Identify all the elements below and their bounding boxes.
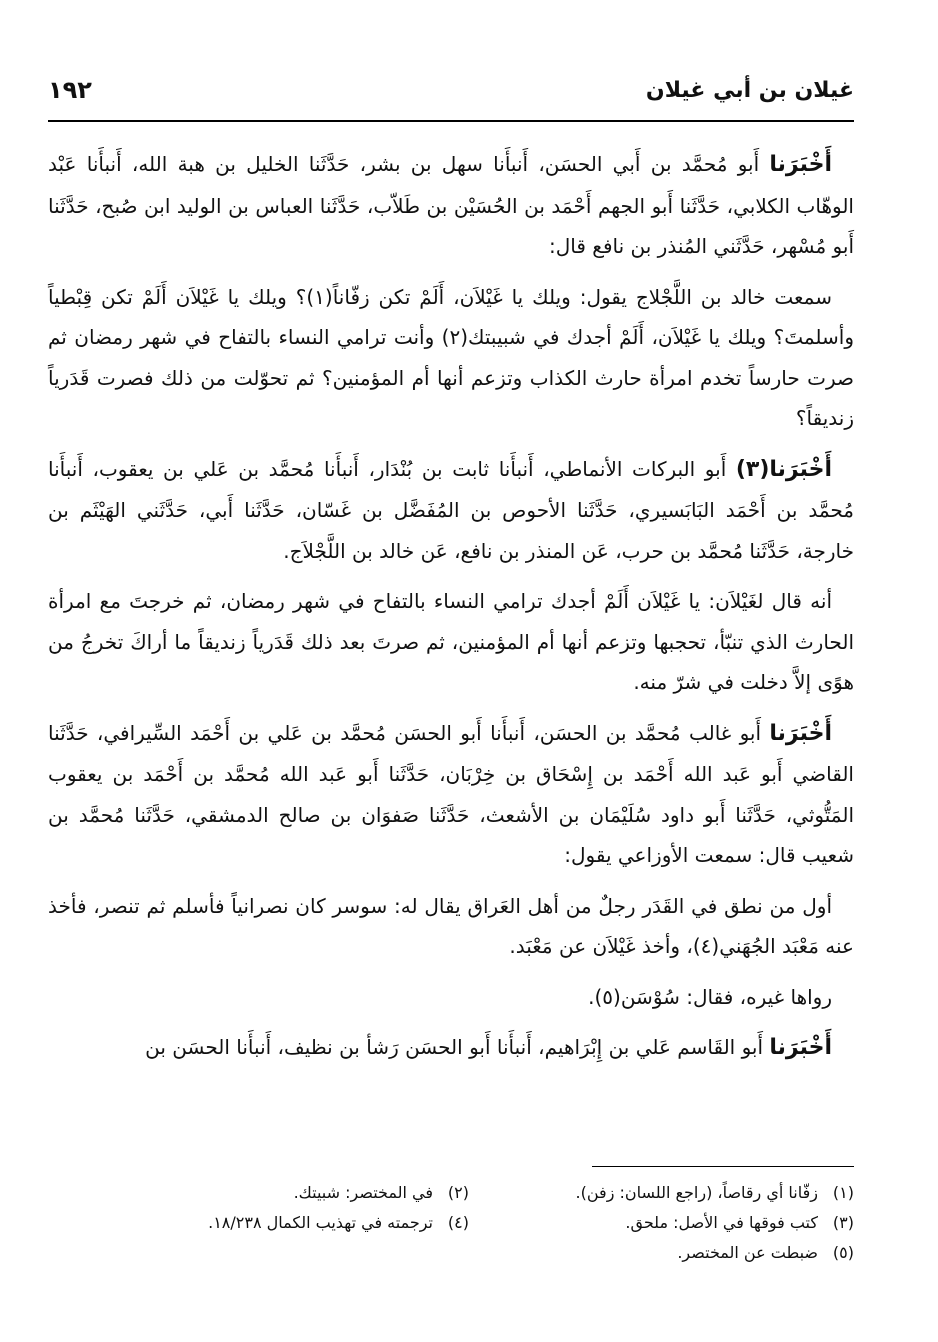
footnote-3 [469,1208,854,1238]
paragraph-text: سمعت خالد بن اللَّجْلاج يقول: ويلك يا غَيْلاَن، أَلَمْ تكن زفّاناً(١)؟ ويلك يا غَيْلاَن أَلَمْ تكن قِبْطياً وأسلمتَ؟ ويلك يا غَيْلاَن، أَلَمْ أجدك في شبيبتك(٢) وأنت ترامي النساء بالتفاح في شهر رمضان ثم صرت حارساً تخدم امرأة حارث الكذاب وتزعم أنها أم المؤمنين؟ ثم تحوّلت من ذلك فصرت قَدَرياً زنديقاً؟ [48,284,854,430]
footnote-number: (٥) [832,1243,854,1262]
paragraph-6 [48,886,854,967]
paragraph-3 [48,449,854,572]
footnote-number: (١) [832,1183,854,1202]
footnote-number: (٢) [447,1183,469,1202]
footnote-text: ضبطت عن المختصر. [677,1243,818,1262]
footnote-text: ترجمته في تهذيب الكمال ١٨/٢٣٨. [208,1213,433,1232]
footnotes [84,1178,854,1268]
paragraph-7 [48,977,854,1018]
paragraph-1 [48,144,854,267]
paragraph-lead: أَخْبَرَنا [769,152,832,177]
page-number: ١٩٢ [48,76,92,104]
paragraph-text: أَبو البركات الأنماطي، أَنبأَنا ثابت بن بُنْدَار، أَنبأَنا مُحمَّد بن عَلي بن يعقوب، أَنبأَنا مُحمَّد بن أَحْمَد البَابَسيري، حَدَّثَنا الأحوص بن المُفَضَّل بن غَسّان، حَدَّثَنا أَبي، حَدَّثَني الهَيْثَم بن خارجة، حَدَّثَنا مُحمَّد بن حرب، عَن المنذر بن نافع، عَن خالد بن اللَّجْلاَج. [48,456,854,563]
paragraph-lead: أَخْبَرَنا(٣) [735,456,832,482]
paragraph-text: أَبو غالب مُحمَّد بن الحسَن، أَنبأَنا أَبو الحسَن مُحمَّد بن عَلي بن أَحْمَد السِّيرافي، حَدَّثَنا القاضي أَبو عَبد الله أَحْمَد بن إِسْحَاق بن خِرْبَان، حَدَّثَنا أَبو عَبد الله مُحمَّد بن أَحْمَد بن يعقوب المَتُّوثي، حَدَّثَنا أَبو داود سُلَيْمَان بن الأشعث، حَدَّثَنا صَفوَان بن صالح الدمشقي، حَدَّثَنا مُحمَّد بن شعيب قال: سمعت الأوزاعي يقول: [48,720,854,867]
paragraph-5 [48,713,854,876]
paragraph-2 [48,277,854,439]
paragraph-8 [48,1027,854,1069]
footnote-2 [84,1178,469,1208]
running-title: غيلان بن أبي غيلان [645,78,854,103]
footnote-row [84,1208,854,1238]
footnote-number: (٣) [832,1213,854,1232]
footnote-text: كتب فوقها في الأصل: ملحق. [625,1213,818,1232]
page-header [48,70,854,122]
footnote-number: (٤) [447,1213,469,1232]
paragraph-text: أنه قال لغَيْلاَن: يا غَيْلاَن أَلَمْ أجدك ترامي النساء بالتفاح في شهر رمضان، ثم خرجتَ مع امرأة الحارث الذي تنبّأ، تحجبها وتزعم أنها أم المؤمنين، ثم صرتَ بعد ذلك قَدَرياً زنديقاً ما أراكَ تخرجُ من هوًى إلاَّ دخلت في شرّ منه. [48,589,854,694]
paragraph-lead: أَخْبَرَنا [769,1035,832,1060]
footnote-row [84,1178,854,1208]
paragraph-4 [48,581,854,703]
paragraph-lead: أَخْبَرَنا [769,720,832,746]
paragraph-text: رواها غيره، فقال: سُوْسَن(٥). [588,984,832,1009]
footnote-row [84,1238,854,1268]
paragraph-text: أَبو القَاسم عَلي بن إِبْرَاهيم، أَنبأَنا أَبو الحسَن رَشأ بن نظيف، أَنبأَنا الحسَن بن [145,1035,770,1059]
footnote-1 [469,1178,854,1208]
paragraph-text: أَبو مُحمَّد بن أَبي الحسَن، أَنبأَنا سهل بن بشر، حَدَّثَنا الخليل بن هبة الله، أَنبأَنا عَبْد الوهّاب الكلابي، حَدَّثَنا أَبو الجهم أَحْمَد بن الحُسَيْن بن طَلاّب، حَدَّثَنا العباس بن الوليد ابن صُبح، حَدَّثَنا أَبو مُسْهر، حَدَّثَني المُنذر بن نافع قال: [48,152,854,258]
footnote-divider [592,1166,854,1167]
footnote-text: زفّانا أي رقاصاً، (راجع اللسان: زفن). [575,1183,818,1202]
footnote-text: في المختصر: شبيتك. [293,1183,433,1202]
footnote-4 [84,1208,469,1238]
footnote-5 [469,1238,854,1268]
paragraph-text: أول من نطق في القَدَر رجلٌ من أهل العَراق يقال له: سوسر كان نصرانياً فأسلم ثم تنصر، فأخذ عنه مَعْبَد الجُهَني(٤)، وأخذ غَيْلاَن عن مَعْبَد. [48,893,854,958]
main-text [48,144,854,1079]
